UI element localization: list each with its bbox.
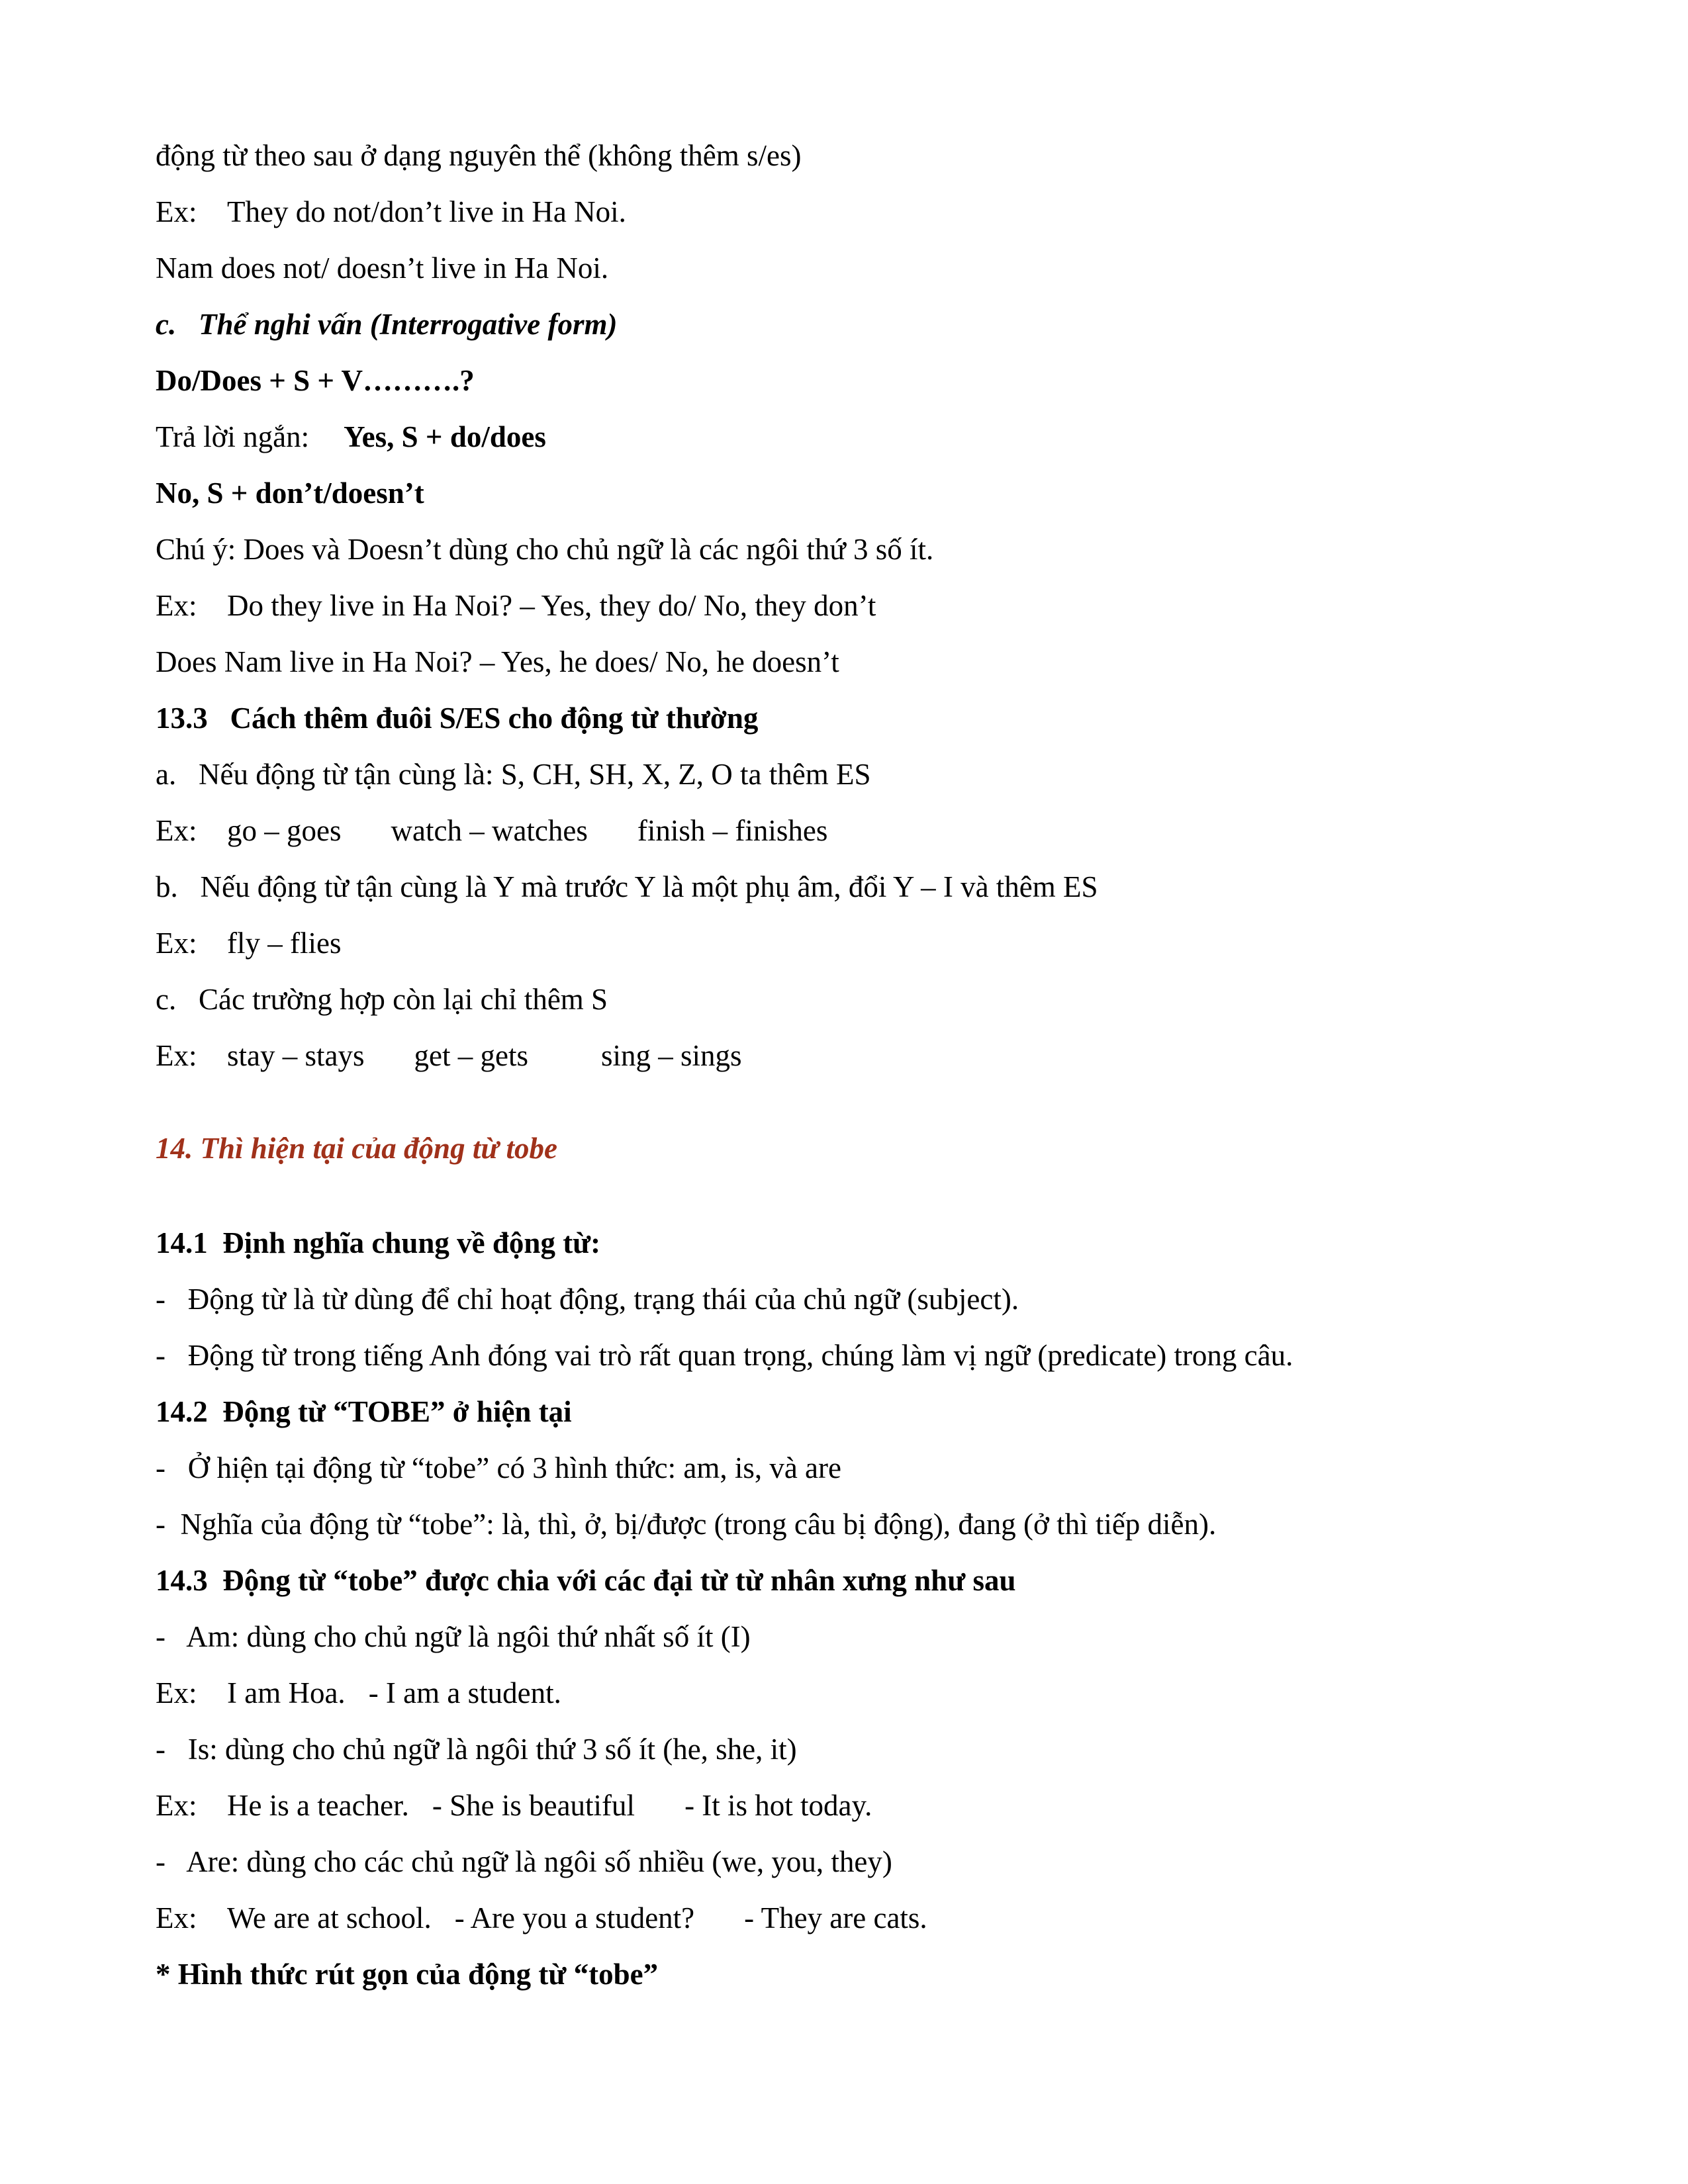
- example-item: We are at school.: [227, 1901, 432, 1934]
- text-line: [156, 642, 839, 682]
- example-item: go – goes: [227, 814, 342, 847]
- bullet-line: [156, 1729, 797, 1769]
- short-answer-line: [156, 417, 546, 457]
- section-heading-13-3: [156, 698, 758, 738]
- example-label: Ex:: [156, 1039, 197, 1072]
- subheading-interrogative: [156, 304, 617, 344]
- example-item: - They are cats.: [744, 1901, 927, 1934]
- short-answer-no: No, S + don’t/doesn’t: [156, 477, 424, 510]
- subheading-text: * Hình thức rút gọn của động từ “tobe”: [156, 1958, 659, 1991]
- section-heading-text: 14.2 Động từ “TOBE” ở hiện tại: [156, 1395, 572, 1428]
- chapter-heading-text: 14. Thì hiện tại của động từ tobe: [156, 1132, 558, 1165]
- chapter-heading-14: [156, 1128, 557, 1168]
- rule-text: b. Nếu động từ tận cùng là Y mà trước Y là một phụ âm, đổi Y – I và thêm ES: [156, 870, 1098, 903]
- subheading-short-form: [156, 1954, 658, 1994]
- subheading-text: c. Thể nghi vấn (Interrogative form): [156, 308, 618, 341]
- example-item: sing – sings: [600, 1039, 742, 1072]
- note-line: [156, 529, 933, 569]
- section-heading-text: 14.3 Động từ “tobe” được chia với các đại từ từ nhân xưng như sau: [156, 1564, 1016, 1597]
- example-item: - She is beautiful: [432, 1789, 635, 1822]
- text-line-content: Nam does not/ doesn’t live in Ha Noi.: [156, 251, 609, 285]
- example-label: Ex:: [156, 814, 197, 847]
- example-label: Ex:: [156, 1676, 197, 1709]
- formula-line: [156, 361, 475, 400]
- example-item: watch – watches: [391, 814, 588, 847]
- rule-line: [156, 867, 1098, 907]
- example-item: He is a teacher.: [227, 1789, 409, 1822]
- example-item: stay – stays: [227, 1039, 365, 1072]
- example-label: Ex:: [156, 195, 197, 228]
- bullet-line: [156, 1617, 751, 1657]
- bullet-line: [156, 1448, 841, 1488]
- example-label: Ex:: [156, 927, 197, 960]
- example-item: - I am a student.: [368, 1676, 561, 1709]
- text-line: [156, 136, 802, 175]
- formula-text: Do/Does + S + V……….?: [156, 364, 475, 397]
- section-heading-14-2: [156, 1392, 572, 1432]
- section-heading-text: 14.1 Định nghĩa chung về động từ:: [156, 1226, 601, 1259]
- note-text: Chú ý: Does và Doesn’t dùng cho chủ ngữ là các ngôi thứ 3 số ít.: [156, 533, 934, 566]
- example-line: [156, 586, 876, 625]
- example-text: fly – flies: [227, 927, 342, 960]
- bullet-line: [156, 1504, 1216, 1544]
- example-line: [156, 192, 626, 232]
- rule-line: [156, 754, 871, 794]
- example-text: Do they live in Ha Noi? – Yes, they do/ No, they don’t: [227, 589, 876, 622]
- short-answer-label: Trả lời ngắn:: [156, 420, 310, 453]
- example-line: [156, 1786, 872, 1825]
- bullet-text: - Động từ trong tiếng Anh đóng vai trò rất quan trọng, chúng làm vị ngữ (predicate) trong câu.: [156, 1339, 1293, 1372]
- example-label: Ex:: [156, 589, 197, 622]
- example-label: Ex:: [156, 1901, 197, 1934]
- short-answer-no-line: [156, 473, 424, 513]
- text-line-content: Does Nam live in Ha Noi? – Yes, he does/ No, he doesn’t: [156, 645, 839, 678]
- text-line-content: động từ theo sau ở dạng nguyên thể (không thêm s/es): [156, 139, 802, 172]
- rule-text: a. Nếu động từ tận cùng là: S, CH, SH, X, Z, O ta thêm ES: [156, 758, 871, 791]
- bullet-text: - Are: dùng cho các chủ ngữ là ngôi số nhiều (we, you, they): [156, 1845, 892, 1878]
- section-heading-text: 13.3 Cách thêm đuôi S/ES cho động từ thường: [156, 702, 759, 735]
- bullet-line: [156, 1842, 892, 1882]
- text-line: [156, 248, 608, 288]
- example-item: finish – finishes: [637, 814, 828, 847]
- example-item: get – gets: [414, 1039, 528, 1072]
- example-line: [156, 1673, 561, 1713]
- example-line: [156, 811, 827, 850]
- section-heading-14-3: [156, 1561, 1016, 1600]
- example-text: They do not/don’t live in Ha Noi.: [227, 195, 626, 228]
- example-item: - It is hot today.: [684, 1789, 872, 1822]
- bullet-text: - Ở hiện tại động từ “tobe” có 3 hình thức: am, is, và are: [156, 1451, 841, 1484]
- bullet-text: - Is: dùng cho chủ ngữ là ngôi thứ 3 số ít (he, she, it): [156, 1733, 797, 1766]
- short-answer-yes: Yes, S + do/does: [344, 420, 546, 453]
- example-line: [156, 923, 341, 963]
- example-line: [156, 1898, 927, 1938]
- bullet-text: - Am: dùng cho chủ ngữ là ngôi thứ nhất số ít (I): [156, 1620, 751, 1653]
- bullet-text: - Động từ là từ dùng để chỉ hoạt động, trạng thái của chủ ngữ (subject).: [156, 1283, 1019, 1316]
- bullet-text: - Nghĩa của động từ “tobe”: là, thì, ở, bị/được (trong câu bị động), đang (ở thì tiếp diễn).: [156, 1508, 1217, 1541]
- rule-text: c. Các trường hợp còn lại chỉ thêm S: [156, 983, 608, 1016]
- section-heading-14-1: [156, 1223, 600, 1263]
- bullet-line: [156, 1279, 1019, 1319]
- example-line: [156, 1036, 742, 1075]
- bullet-line: [156, 1336, 1293, 1375]
- example-item: - Are you a student?: [454, 1901, 695, 1934]
- rule-line: [156, 979, 608, 1019]
- example-item: I am Hoa.: [227, 1676, 346, 1709]
- example-label: Ex:: [156, 1789, 197, 1822]
